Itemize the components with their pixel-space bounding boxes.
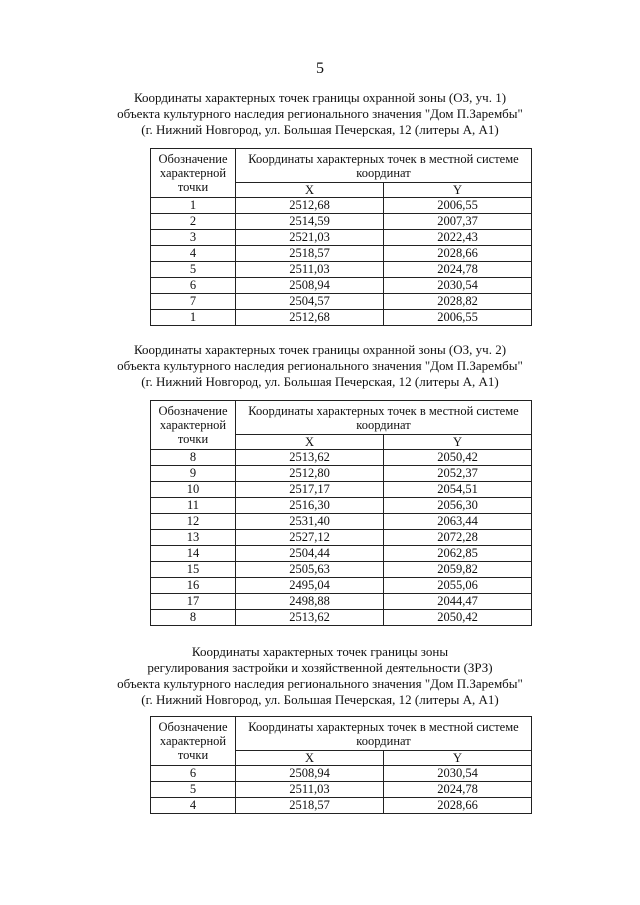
x-cell: 2508,94 xyxy=(236,766,384,782)
point-cell: 5 xyxy=(151,262,236,278)
y-cell: 2007,37 xyxy=(384,214,532,230)
header-y: Y xyxy=(384,435,532,450)
point-cell: 5 xyxy=(151,782,236,798)
header-x: X xyxy=(236,751,384,766)
table-body xyxy=(151,766,532,814)
x-cell: 2511,03 xyxy=(236,262,384,278)
table-body xyxy=(151,198,532,326)
point-cell: 1 xyxy=(151,310,236,326)
x-cell: 2508,94 xyxy=(236,278,384,294)
y-cell: 2072,28 xyxy=(384,530,532,546)
x-cell: 2512,80 xyxy=(236,466,384,482)
y-cell: 2062,85 xyxy=(384,546,532,562)
table-row xyxy=(151,482,532,498)
x-cell: 2517,17 xyxy=(236,482,384,498)
page-number: 5 xyxy=(316,60,324,77)
table-row xyxy=(151,450,532,466)
section-3-heading xyxy=(0,644,640,708)
y-cell: 2056,30 xyxy=(384,498,532,514)
section-2-table xyxy=(150,400,532,626)
point-cell: 7 xyxy=(151,294,236,310)
header-coords: Координаты характерных точек в местной системе координат xyxy=(236,717,532,751)
section-3-table xyxy=(150,716,532,814)
header-point: Обозначение характерной точки xyxy=(151,149,236,198)
x-cell: 2505,63 xyxy=(236,562,384,578)
x-cell: 2514,59 xyxy=(236,214,384,230)
y-cell: 2024,78 xyxy=(384,782,532,798)
y-cell: 2063,44 xyxy=(384,514,532,530)
x-cell: 2518,57 xyxy=(236,798,384,814)
y-cell: 2022,43 xyxy=(384,230,532,246)
point-cell: 13 xyxy=(151,530,236,546)
table-row xyxy=(151,310,532,326)
heading-line: Координаты характерных точек границы зоны xyxy=(191,644,449,659)
table-row xyxy=(151,610,532,626)
table-row xyxy=(151,294,532,310)
point-cell: 6 xyxy=(151,766,236,782)
heading-line: (г. Нижний Новгород, ул. Большая Печерская, 12 (литеры А, А1) xyxy=(141,692,499,707)
table-row xyxy=(151,530,532,546)
header-y: Y xyxy=(384,751,532,766)
header-x: X xyxy=(236,183,384,198)
point-cell: 1 xyxy=(151,198,236,214)
table-row xyxy=(151,546,532,562)
table-body xyxy=(151,450,532,626)
point-cell: 14 xyxy=(151,546,236,562)
x-cell: 2521,03 xyxy=(236,230,384,246)
section-2-heading xyxy=(0,342,640,390)
y-cell: 2028,66 xyxy=(384,798,532,814)
point-cell: 11 xyxy=(151,498,236,514)
y-cell: 2050,42 xyxy=(384,450,532,466)
table-row xyxy=(151,278,532,294)
header-point: Обозначение характерной точки xyxy=(151,717,236,766)
heading-line: (г. Нижний Новгород, ул. Большая Печерская, 12 (литеры А, А1) xyxy=(141,122,499,137)
y-cell: 2030,54 xyxy=(384,278,532,294)
point-cell: 15 xyxy=(151,562,236,578)
heading-line: объекта культурного наследия регионального значения "Дом П.Зарембы" xyxy=(117,106,523,121)
point-cell: 16 xyxy=(151,578,236,594)
x-cell: 2527,12 xyxy=(236,530,384,546)
point-cell: 2 xyxy=(151,214,236,230)
table-row xyxy=(151,466,532,482)
x-cell: 2513,62 xyxy=(236,610,384,626)
table-row xyxy=(151,562,532,578)
point-cell: 12 xyxy=(151,514,236,530)
heading-line: Координаты характерных точек границы охранной зоны (ОЗ, уч. 2) xyxy=(133,342,507,357)
section-1-table xyxy=(150,148,532,326)
x-cell: 2512,68 xyxy=(236,198,384,214)
header-point: Обозначение характерной точки xyxy=(151,401,236,450)
section-1-heading xyxy=(0,90,640,138)
y-cell: 2024,78 xyxy=(384,262,532,278)
table-row xyxy=(151,578,532,594)
header-x: X xyxy=(236,435,384,450)
x-cell: 2518,57 xyxy=(236,246,384,262)
point-cell: 4 xyxy=(151,798,236,814)
x-cell: 2511,03 xyxy=(236,782,384,798)
y-cell: 2055,06 xyxy=(384,578,532,594)
header-coords: Координаты характерных точек в местной системе координат xyxy=(236,149,532,183)
table-row xyxy=(151,214,532,230)
table-row xyxy=(151,782,532,798)
x-cell: 2495,04 xyxy=(236,578,384,594)
point-cell: 6 xyxy=(151,278,236,294)
x-cell: 2498,88 xyxy=(236,594,384,610)
point-cell: 3 xyxy=(151,230,236,246)
header-y: Y xyxy=(384,183,532,198)
point-cell: 4 xyxy=(151,246,236,262)
heading-line: Координаты характерных точек границы охранной зоны (ОЗ, уч. 1) xyxy=(133,90,507,105)
point-cell: 10 xyxy=(151,482,236,498)
table-row xyxy=(151,230,532,246)
point-cell: 17 xyxy=(151,594,236,610)
point-cell: 8 xyxy=(151,450,236,466)
x-cell: 2531,40 xyxy=(236,514,384,530)
heading-line: объекта культурного наследия регионального значения "Дом П.Зарембы" xyxy=(117,358,523,373)
y-cell: 2028,66 xyxy=(384,246,532,262)
heading-line: регулирования застройки и хозяйственной деятельности (ЗРЗ) xyxy=(147,660,493,675)
header-coords: Координаты характерных точек в местной системе координат xyxy=(236,401,532,435)
y-cell: 2050,42 xyxy=(384,610,532,626)
point-cell: 8 xyxy=(151,610,236,626)
table-row xyxy=(151,198,532,214)
x-cell: 2516,30 xyxy=(236,498,384,514)
y-cell: 2054,51 xyxy=(384,482,532,498)
y-cell: 2044,47 xyxy=(384,594,532,610)
table-row xyxy=(151,246,532,262)
table-row xyxy=(151,498,532,514)
x-cell: 2504,57 xyxy=(236,294,384,310)
x-cell: 2512,68 xyxy=(236,310,384,326)
y-cell: 2059,82 xyxy=(384,562,532,578)
y-cell: 2052,37 xyxy=(384,466,532,482)
table-row xyxy=(151,262,532,278)
y-cell: 2006,55 xyxy=(384,310,532,326)
x-cell: 2513,62 xyxy=(236,450,384,466)
heading-line: объекта культурного наследия регионального значения "Дом П.Зарембы" xyxy=(117,676,523,691)
y-cell: 2006,55 xyxy=(384,198,532,214)
heading-line: (г. Нижний Новгород, ул. Большая Печерская, 12 (литеры А, А1) xyxy=(141,374,499,389)
y-cell: 2030,54 xyxy=(384,766,532,782)
x-cell: 2504,44 xyxy=(236,546,384,562)
point-cell: 9 xyxy=(151,466,236,482)
table-row xyxy=(151,514,532,530)
table-row xyxy=(151,594,532,610)
table-row xyxy=(151,798,532,814)
table-row xyxy=(151,766,532,782)
y-cell: 2028,82 xyxy=(384,294,532,310)
